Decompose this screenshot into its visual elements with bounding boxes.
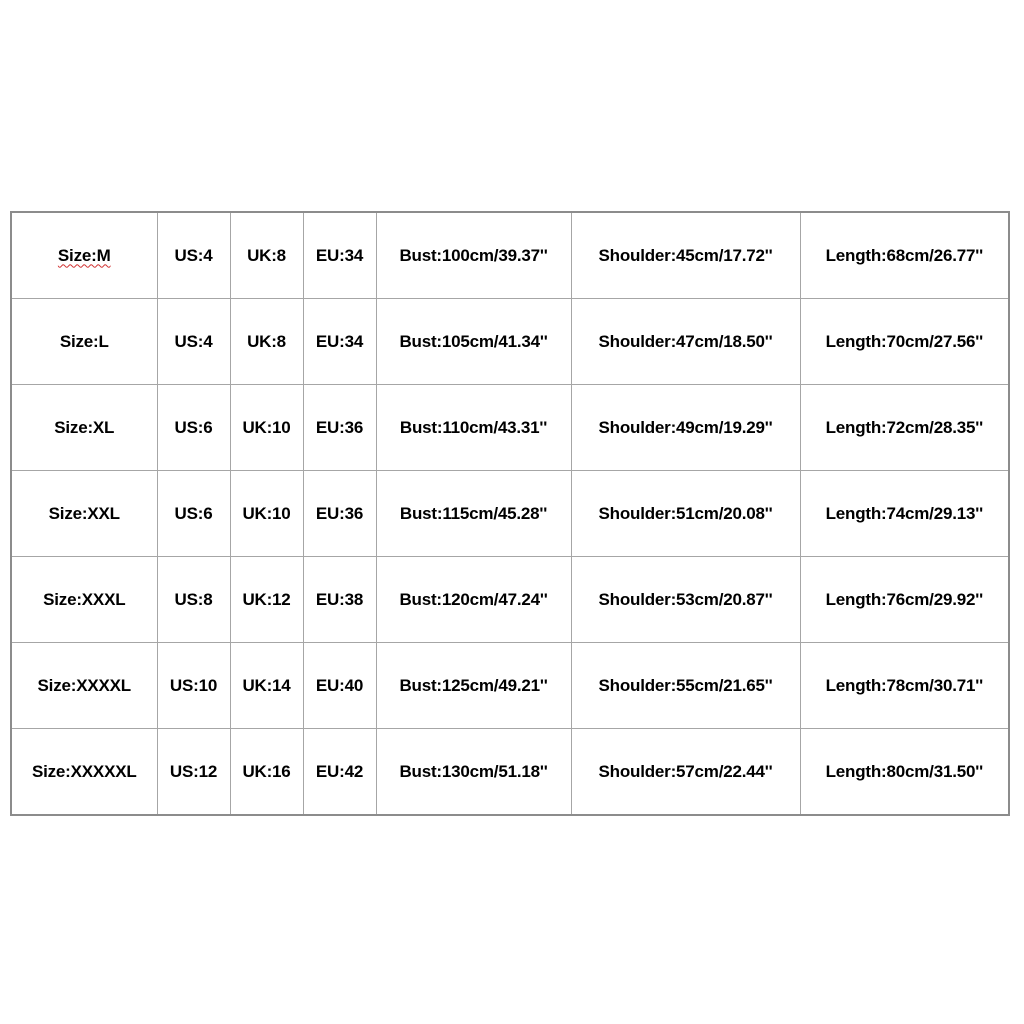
table-row (11, 385, 1009, 471)
size-cell: Size:XL (11, 385, 157, 471)
us-size-cell: US:6 (157, 471, 230, 557)
size-label: Size:M (57, 245, 111, 265)
uk-size-cell: UK:8 (230, 212, 303, 299)
size-cell: Size:XXXL (11, 557, 157, 643)
bust-cell: Bust:120cm/47.24'' (376, 557, 571, 643)
size-cell: Size:XXXXXL (11, 729, 157, 816)
us-size-cell: US:8 (157, 557, 230, 643)
eu-size-cell: EU:38 (303, 557, 376, 643)
eu-size-cell: EU:36 (303, 385, 376, 471)
size-cell: Size:L (11, 299, 157, 385)
us-size-cell: US:12 (157, 729, 230, 816)
shoulder-cell: Shoulder:45cm/17.72'' (571, 212, 800, 299)
eu-size-cell: EU:42 (303, 729, 376, 816)
shoulder-cell: Shoulder:57cm/22.44'' (571, 729, 800, 816)
uk-size-cell: UK:16 (230, 729, 303, 816)
bust-cell: Bust:100cm/39.37'' (376, 212, 571, 299)
size-cell: Size:XXL (11, 471, 157, 557)
size-cell: Size:XXXXL (11, 643, 157, 729)
shoulder-cell: Shoulder:49cm/19.29'' (571, 385, 800, 471)
uk-size-cell: UK:12 (230, 557, 303, 643)
uk-size-cell: UK:10 (230, 385, 303, 471)
eu-size-cell: EU:40 (303, 643, 376, 729)
length-cell: Length:74cm/29.13'' (800, 471, 1009, 557)
eu-size-cell: EU:34 (303, 212, 376, 299)
table-row (11, 557, 1009, 643)
us-size-cell: US:6 (157, 385, 230, 471)
eu-size-cell: EU:34 (303, 299, 376, 385)
bust-cell: Bust:105cm/41.34'' (376, 299, 571, 385)
uk-size-cell: UK:10 (230, 471, 303, 557)
length-cell: Length:78cm/30.71'' (800, 643, 1009, 729)
bust-cell: Bust:110cm/43.31'' (376, 385, 571, 471)
size-chart-table (10, 211, 1010, 816)
bust-cell: Bust:130cm/51.18'' (376, 729, 571, 816)
shoulder-cell: Shoulder:55cm/21.65'' (571, 643, 800, 729)
length-cell: Length:70cm/27.56'' (800, 299, 1009, 385)
table-row (11, 643, 1009, 729)
table-row (11, 212, 1009, 299)
shoulder-cell: Shoulder:47cm/18.50'' (571, 299, 800, 385)
length-cell: Length:68cm/26.77'' (800, 212, 1009, 299)
length-cell: Length:80cm/31.50'' (800, 729, 1009, 816)
table-row (11, 729, 1009, 816)
bust-cell: Bust:125cm/49.21'' (376, 643, 571, 729)
eu-size-cell: EU:36 (303, 471, 376, 557)
shoulder-cell: Shoulder:51cm/20.08'' (571, 471, 800, 557)
size-cell (11, 212, 157, 299)
us-size-cell: US:10 (157, 643, 230, 729)
bust-cell: Bust:115cm/45.28'' (376, 471, 571, 557)
length-cell: Length:76cm/29.92'' (800, 557, 1009, 643)
table-row (11, 471, 1009, 557)
uk-size-cell: UK:8 (230, 299, 303, 385)
table-row (11, 299, 1009, 385)
length-cell: Length:72cm/28.35'' (800, 385, 1009, 471)
uk-size-cell: UK:14 (230, 643, 303, 729)
us-size-cell: US:4 (157, 299, 230, 385)
shoulder-cell: Shoulder:53cm/20.87'' (571, 557, 800, 643)
us-size-cell: US:4 (157, 212, 230, 299)
